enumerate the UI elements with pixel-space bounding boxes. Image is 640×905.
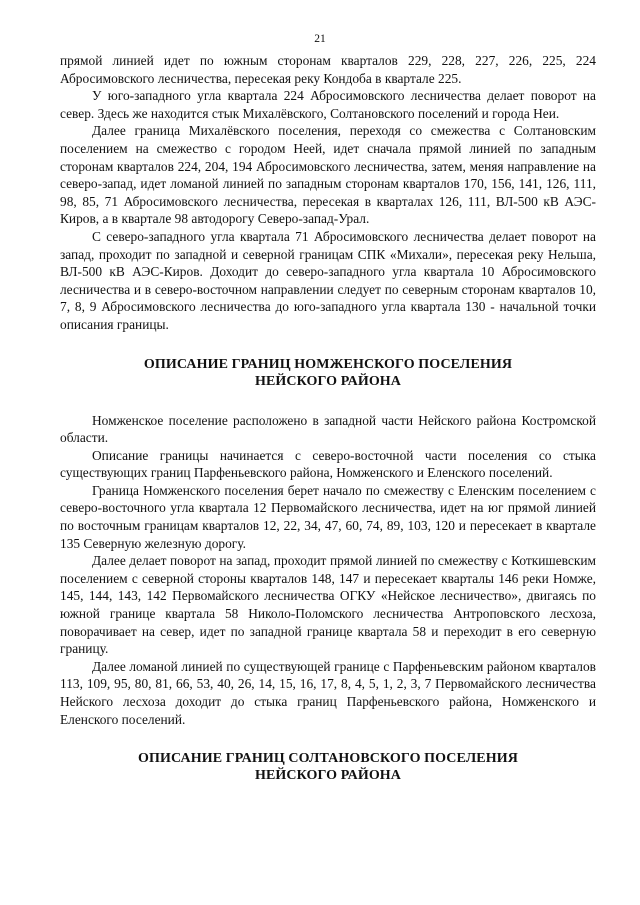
document-body [60,52,596,784]
section-heading-nomzhenskoe [60,356,596,390]
paragraph: Далее граница Михалёвского поселения, переходя со смежества с Солтановским поселением на смежество с городом Неей, идет сначала прямой линией по западным сторонам кварталов 224, 204, 194 Абросимовского лесничества, затем, меняя направление на северо-запад, идет ломаной линией по западным сторонам кварталов 170, 156, 141, 126, 111, 98, 85, 71 Абросимовского лесничества, пересекая в кварталах 126, 111, ВЛ-500 кВ АЭС-Киров, а в квартале 98 автодорогу Северо-запад-Урал. [60,123,596,227]
section-heading-soltanovskoe [60,750,596,784]
heading-line: ОПИСАНИЕ ГРАНИЦ НОМЖЕНСКОГО ПОСЕЛЕНИЯ [143,356,513,372]
paragraph: прямой линией идет по южным сторонам кварталов 229, 228, 227, 226, 225, 224 Абросимовского лесничества, пересекая реку Кондоба в квартале 225. [60,53,596,86]
paragraph: У юго-западного угла квартала 224 Абросимовского лесничества делает поворот на север. Здесь же находится стык Михалёвского, Солтановского поселений и города Неи. [60,88,596,121]
paragraph: Номженское поселение расположено в западной части Нейского района Костромской области. [60,412,596,446]
heading-line: НЕЙСКОГО РАЙОНА [254,373,402,389]
paragraph: Описание границы начинается с северо-восточной части поселения со стыка существующих границ Парфеньевского района, Номженского и Еленского поселений. [60,447,596,481]
paragraph: С северо-западного угла квартала 71 Абросимовского лесничества делает поворот на запад, проходит по западной и северной границам СПК «Михали», пересекая реку Нельша, ВЛ-500 кВ АЭС-Киров. Доходит до северо-западного угла квартала 10 Абросимовского лесничества и в северо-восточном направлении следует по северным сторонам кварталов 10, 7, 8, 9 Абросимовского лесничества до юго-западного угла квартала 130 - начальной точки описания границы. [60,228,596,332]
paragraph: Граница Номженского поселения берет начало по смежеству с Еленским поселением с северо-восточного угла квартала 12 Первомайского лесничества, идет на юг прямой линией по восточным границам кварталов 12, 22, 34, 47, 60, 74, 89, 103, 120 и пересекает в квартале 135 Северную железную дорогу. [60,482,596,551]
paragraph: Далее ломаной линией по существующей границе с Парфеньевским районом кварталов 113, 109, 95, 80, 81, 66, 53, 40, 26, 14, 15, 16, 17, 8, 4, 5, 1, 2, 3, 7 Первомайского лесничества Нейского лесхоза доходит до стыка границ Парфеньевского района, Номженского и Еленского поселений. [60,658,596,727]
heading-line: ОПИСАНИЕ ГРАНИЦ СОЛТАНОВСКОГО ПОСЕЛЕНИЯ [138,751,518,767]
paragraph: Далее делает поворот на запад, проходит прямой линией по смежеству с Коткишевским поселением с северной стороны кварталов 148, 147 и пересекает кварталы 146 реки Номже, 145, 144, 143, 142 Первомайского лесничества ОГКУ «Нейское лесничество», двигаясь по южной границе квартала 58 Николо-Поломского лесничества Антроповского лесхоза, поворачивает на север, идет по западной границе квартала 58 и переходит в его северную границу. [60,553,596,657]
page-number: 21 [314,33,326,45]
heading-line: НЕЙСКОГО РАЙОНА [254,768,402,784]
